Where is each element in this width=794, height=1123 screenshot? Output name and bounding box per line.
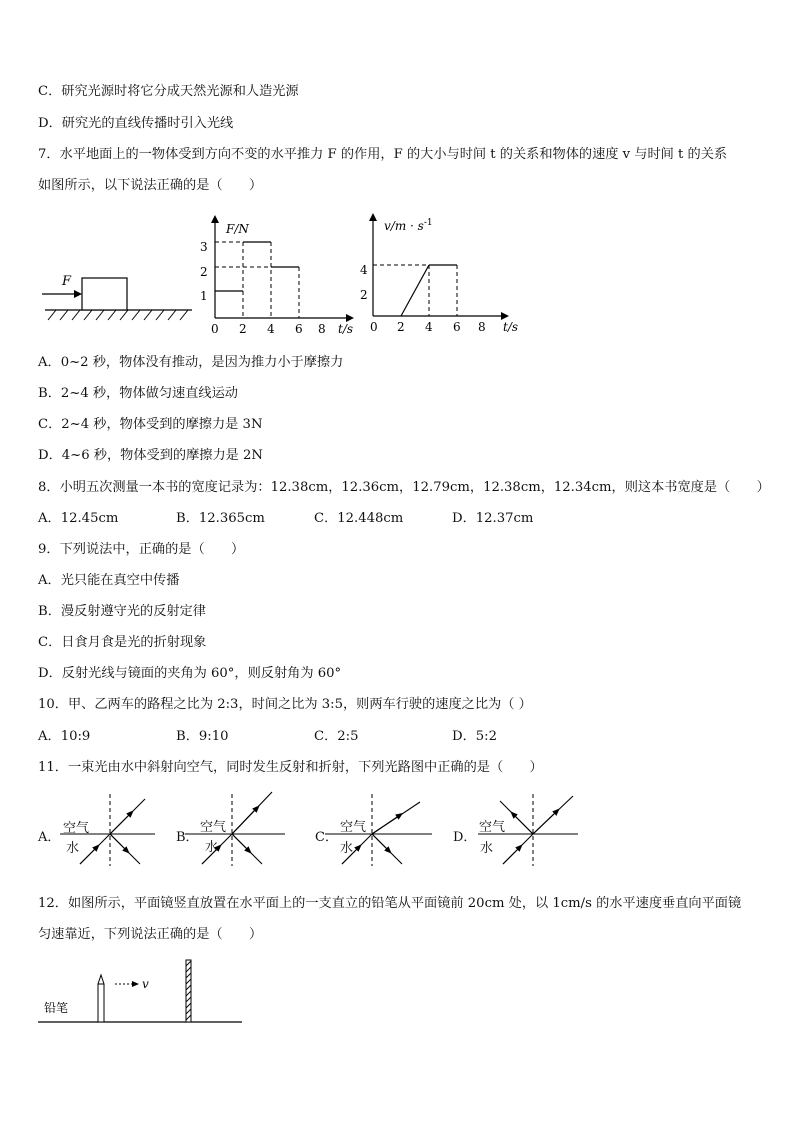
question-10-option-c: C．2:5 (314, 729, 359, 744)
question-10-option-a: A．10:9 (38, 729, 91, 744)
f-t-tick-2: 2 (239, 322, 247, 336)
f-axis-label: F/N (226, 222, 249, 236)
diagram-c-letter: C． (315, 830, 338, 845)
question-11-figures (0, 788, 794, 868)
question-8-option-a: A．12.45cm (38, 511, 119, 526)
diagram-d-air-label: 空气 (479, 820, 506, 835)
option-c-previous: C．研究光源时将它分成天然光源和人造光源 (38, 84, 299, 99)
f-t-tick-4: 4 (267, 322, 275, 336)
question-8-options (38, 511, 598, 527)
diagram-d-letter: D． (453, 830, 477, 845)
question-7-text-line2: 如图所示，以下说法正确的是（ ） (38, 178, 263, 193)
f-t-tick-6: 6 (295, 322, 303, 336)
question-12-text-line2: 匀速靠近，下列说法正确的是（ ） (38, 927, 263, 942)
question-10-options (38, 729, 598, 745)
f-tick-1: 1 (200, 289, 208, 303)
question-10-text: 10．甲、乙两车的路程之比为 2:3，时间之比为 3:5，则两车行驶的速度之比为（ ） (38, 697, 532, 712)
velocity-label: v (142, 977, 149, 991)
v-t-tick-8: 8 (478, 320, 486, 334)
force-label: F (62, 274, 72, 289)
question-8-option-c: C．12.448cm (314, 511, 404, 526)
question-7-option-a: A．0~2 秒，物体没有推动，是因为推力小于摩擦力 (38, 355, 344, 370)
question-10-option-b: B．9:10 (176, 729, 229, 744)
f-t-tick-8: 8 (318, 322, 326, 336)
question-12-text-line1: 12．如图所示，平面镜竖直放置在水平面上的一支直立的铅笔从平面镜前 20cm 处，以 1cm/s 的水平速度垂直向平面镜 (38, 896, 742, 911)
option-d-previous: D．研究光的直线传播时引入光线 (38, 116, 234, 131)
diagram-a-letter: A． (38, 830, 61, 845)
diagram-a-water-label: 水 (66, 841, 80, 856)
v-tick-4: 4 (360, 263, 368, 277)
question-10-option-d: D．5:2 (452, 729, 497, 744)
question-9-option-c: C．日食月食是光的折射现象 (38, 635, 207, 650)
question-7-option-b: B．2~4 秒，物体做匀速直线运动 (38, 386, 238, 401)
diagram-c-water-label: 水 (340, 841, 354, 856)
pencil (98, 975, 104, 1022)
question-8-option-d: D．12.37cm (452, 511, 534, 526)
question-9-text: 9．下列说法中，正确的是（ ） (38, 542, 245, 557)
question-8-option-b: B．12.365cm (176, 511, 265, 526)
diagram-d-water-label: 水 (480, 841, 494, 856)
v-tick-2: 2 (360, 288, 368, 302)
diagram-b-air-label: 空气 (200, 820, 227, 835)
f-tick-3: 3 (200, 240, 208, 254)
v-t-tick-6: 6 (453, 320, 461, 334)
v-origin: 0 (370, 320, 378, 334)
diagram-c-air-label: 空气 (340, 820, 367, 835)
question-7-option-d: D．4~6 秒，物体受到的摩擦力是 2N (38, 448, 263, 463)
v-axis-label: $v/m \cdot s^{-1}$ (384, 218, 433, 233)
pencil-label: 铅笔 (44, 1001, 69, 1015)
question-9-option-a: A．光只能在真空中传播 (38, 573, 180, 588)
v-t-tick-4: 4 (425, 320, 433, 334)
question-7-text-line1: 7．水平地面上的一物体受到方向不变的水平推力 F 的作用，F 的大小与时间 t 的关系和物体的速度 v 与时间 t 的关系 (38, 147, 728, 162)
f-t-axis-label: t/s (338, 322, 354, 336)
question-9-option-b: B．漫反射遵守光的反射定律 (38, 604, 206, 619)
question-8-text: 8．小明五次测量一本书的宽度记录为：12.38cm，12.36cm，12.79cm，12.38cm，12.34cm，则这本书宽度是（ ） (38, 480, 770, 495)
question-7-option-c: C．2~4 秒，物体受到的摩擦力是 3N (38, 417, 263, 432)
v-t-tick-2: 2 (397, 320, 405, 334)
question-12-figure (30, 952, 290, 1032)
v-t-axis-label: t/s (503, 320, 519, 334)
question-11-text: 11．一束光由水中斜射向空气，同时发生反射和折射，下列光路图中正确的是（ ） (38, 760, 543, 775)
plane-mirror (186, 960, 191, 1022)
question-9-option-d: D．反射光线与镜面的夹角为 60°，则反射角为 60° (38, 666, 342, 681)
diagram-b-letter: B． (176, 830, 199, 845)
f-origin: 0 (211, 322, 219, 336)
diagram-a-air-label: 空气 (63, 821, 90, 836)
question-7-figure (0, 208, 794, 338)
diagram-b-water-label: 水 (205, 840, 219, 855)
f-tick-2: 2 (200, 265, 208, 279)
